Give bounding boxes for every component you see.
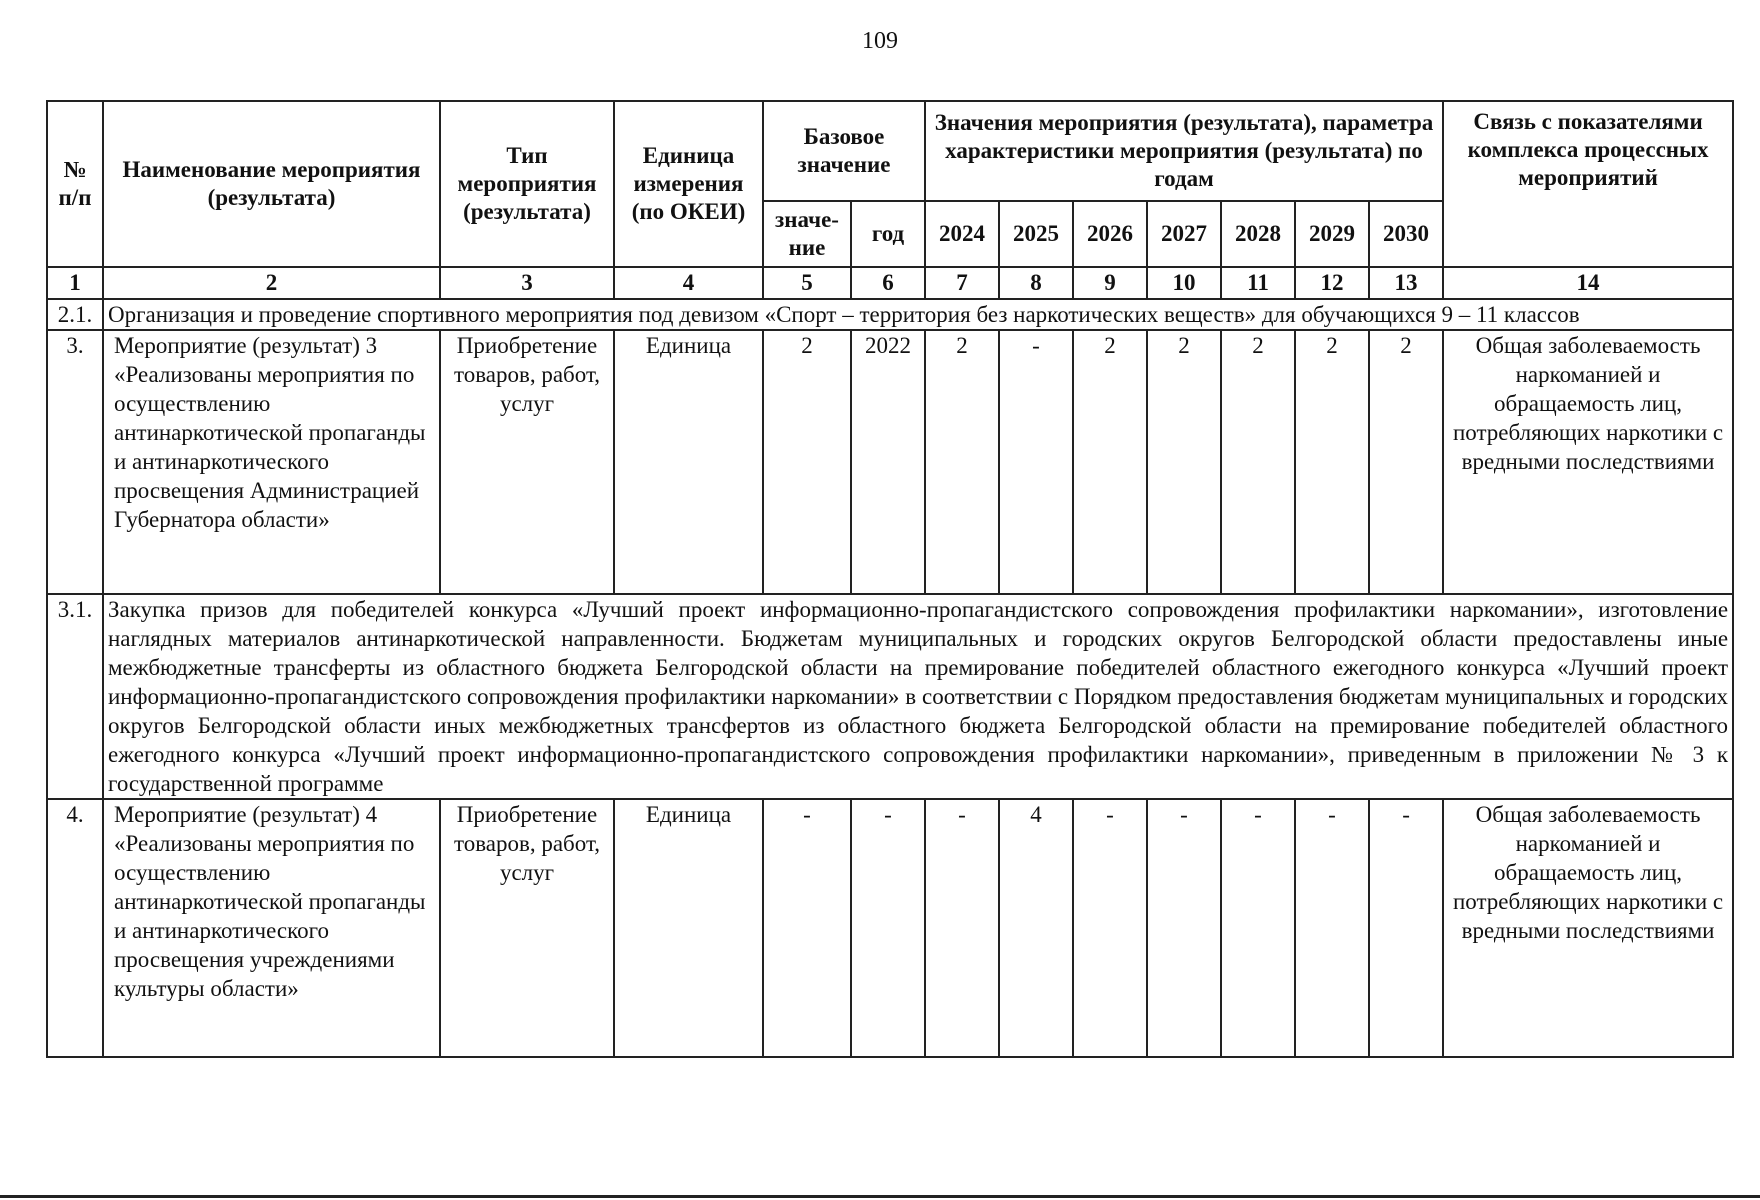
header-name: Наименование мероприятия (результата) xyxy=(103,101,440,267)
column-number: 3 xyxy=(440,267,614,299)
column-number: 11 xyxy=(1221,267,1295,299)
activity-type: Приобретение товаров, работ, услуг xyxy=(440,330,614,594)
header-num: № п/п xyxy=(47,101,103,267)
task-text: Организация и проведение спортивного мероприятия под девизом «Спорт – территория без наркотических веществ» для обучающихся 9 – 11 классов xyxy=(103,299,1733,330)
row-number: 2.1. xyxy=(47,299,103,330)
value-2030: 2 xyxy=(1369,330,1443,594)
column-number: 4 xyxy=(614,267,763,299)
base-year: 2022 xyxy=(851,330,925,594)
row-number: 4. xyxy=(47,799,103,1057)
value-2028: 2 xyxy=(1221,330,1295,594)
header-year-2028: 2028 xyxy=(1221,201,1295,267)
base-value: - xyxy=(763,799,851,1057)
column-number: 1 xyxy=(47,267,103,299)
header-year-2030: 2030 xyxy=(1369,201,1443,267)
value-2027: - xyxy=(1147,799,1221,1057)
value-2030: - xyxy=(1369,799,1443,1057)
value-2029: 2 xyxy=(1295,330,1369,594)
header-year-2024: 2024 xyxy=(925,201,999,267)
value-2028: - xyxy=(1221,799,1295,1057)
value-2029: - xyxy=(1295,799,1369,1057)
activity-name: Мероприятие (результат) 4 «Реализованы мероприятия по осуществлению антинаркотической пропаганды и антинаркотического просвещения учреждениями культуры области» xyxy=(103,799,440,1057)
indicator-link: Общая заболеваемость наркоманией и обращаемость лиц, потребляющих наркотики с вредными последствиями xyxy=(1443,330,1733,594)
activity-unit: Единица xyxy=(614,799,763,1057)
activity-name: Мероприятие (результат) 3 «Реализованы мероприятия по осуществлению антинаркотической пропаганды и антинаркотического просвещения Администрацией Губернатора области» xyxy=(103,330,440,594)
value-2026: 2 xyxy=(1073,330,1147,594)
header-values: Значения мероприятия (результата), параметра характеристики мероприятия (результата) по годам xyxy=(925,101,1443,201)
header-type: Тип мероприятия (результата) xyxy=(440,101,614,267)
activity-type: Приобретение товаров, работ, услуг xyxy=(440,799,614,1057)
base-year: - xyxy=(851,799,925,1057)
column-number: 2 xyxy=(103,267,440,299)
page-number: 109 xyxy=(862,28,898,54)
header-year-2025: 2025 xyxy=(999,201,1073,267)
column-number: 8 xyxy=(999,267,1073,299)
base-value: 2 xyxy=(763,330,851,594)
table-row-3 xyxy=(47,330,1733,594)
column-number: 12 xyxy=(1295,267,1369,299)
activity-unit: Единица xyxy=(614,330,763,594)
header-unit: Единица измерения (по ОКЕИ) xyxy=(614,101,763,267)
value-2024: 2 xyxy=(925,330,999,594)
header-base-value: значе-ние xyxy=(763,201,851,267)
table-row-4 xyxy=(47,799,1733,1057)
value-2025: 4 xyxy=(999,799,1073,1057)
task-text: Закупка призов для победителей конкурса «Лучший проект информационно-пропагандистского сопровождения профилактики наркомании», изготовление наглядных материалов антинаркотической направленности. Бюджетам муниципальных и городских округов Белгородской области предоставлены иные межбюджетные трансферты из областного бюджета Белгородской области на премирование победителей областного ежегодного конкурса «Лучший проект информационно-пропагандистского сопровождения профилактики наркомании» в соответствии с Порядком предоставления бюджетам муниципальных и городских округов Белгородской области иных межбюджетных трансфертов из областного бюджета Белгородской области на премирование победителей областного ежегодного конкурса «Лучший проект информационно-пропагандистского сопровождения профилактики наркомании», приведенным в приложении № 3 к государственной программе xyxy=(103,594,1733,799)
column-number: 10 xyxy=(1147,267,1221,299)
activities-table xyxy=(46,100,1734,1058)
value-2024: - xyxy=(925,799,999,1057)
column-number: 7 xyxy=(925,267,999,299)
header-year-2029: 2029 xyxy=(1295,201,1369,267)
header-year-2026: 2026 xyxy=(1073,201,1147,267)
table-row-3-1 xyxy=(47,594,1733,799)
header-link: Связь с показателями комплекса процессных мероприятий xyxy=(1443,101,1733,267)
value-2025: - xyxy=(999,330,1073,594)
column-number: 5 xyxy=(763,267,851,299)
row-number: 3. xyxy=(47,330,103,594)
bottom-rule xyxy=(0,1195,1760,1198)
header-base-year: год xyxy=(851,201,925,267)
column-number: 14 xyxy=(1443,267,1733,299)
column-number: 13 xyxy=(1369,267,1443,299)
table-row-2-1 xyxy=(47,299,1733,330)
value-2026: - xyxy=(1073,799,1147,1057)
indicator-link: Общая заболеваемость наркоманией и обращаемость лиц, потребляющих наркотики с вредными последствиями xyxy=(1443,799,1733,1057)
header-base: Базовое значение xyxy=(763,101,925,201)
header-year-2027: 2027 xyxy=(1147,201,1221,267)
column-number: 9 xyxy=(1073,267,1147,299)
column-numbers-row xyxy=(47,267,1733,299)
row-number: 3.1. xyxy=(47,594,103,799)
value-2027: 2 xyxy=(1147,330,1221,594)
column-number: 6 xyxy=(851,267,925,299)
